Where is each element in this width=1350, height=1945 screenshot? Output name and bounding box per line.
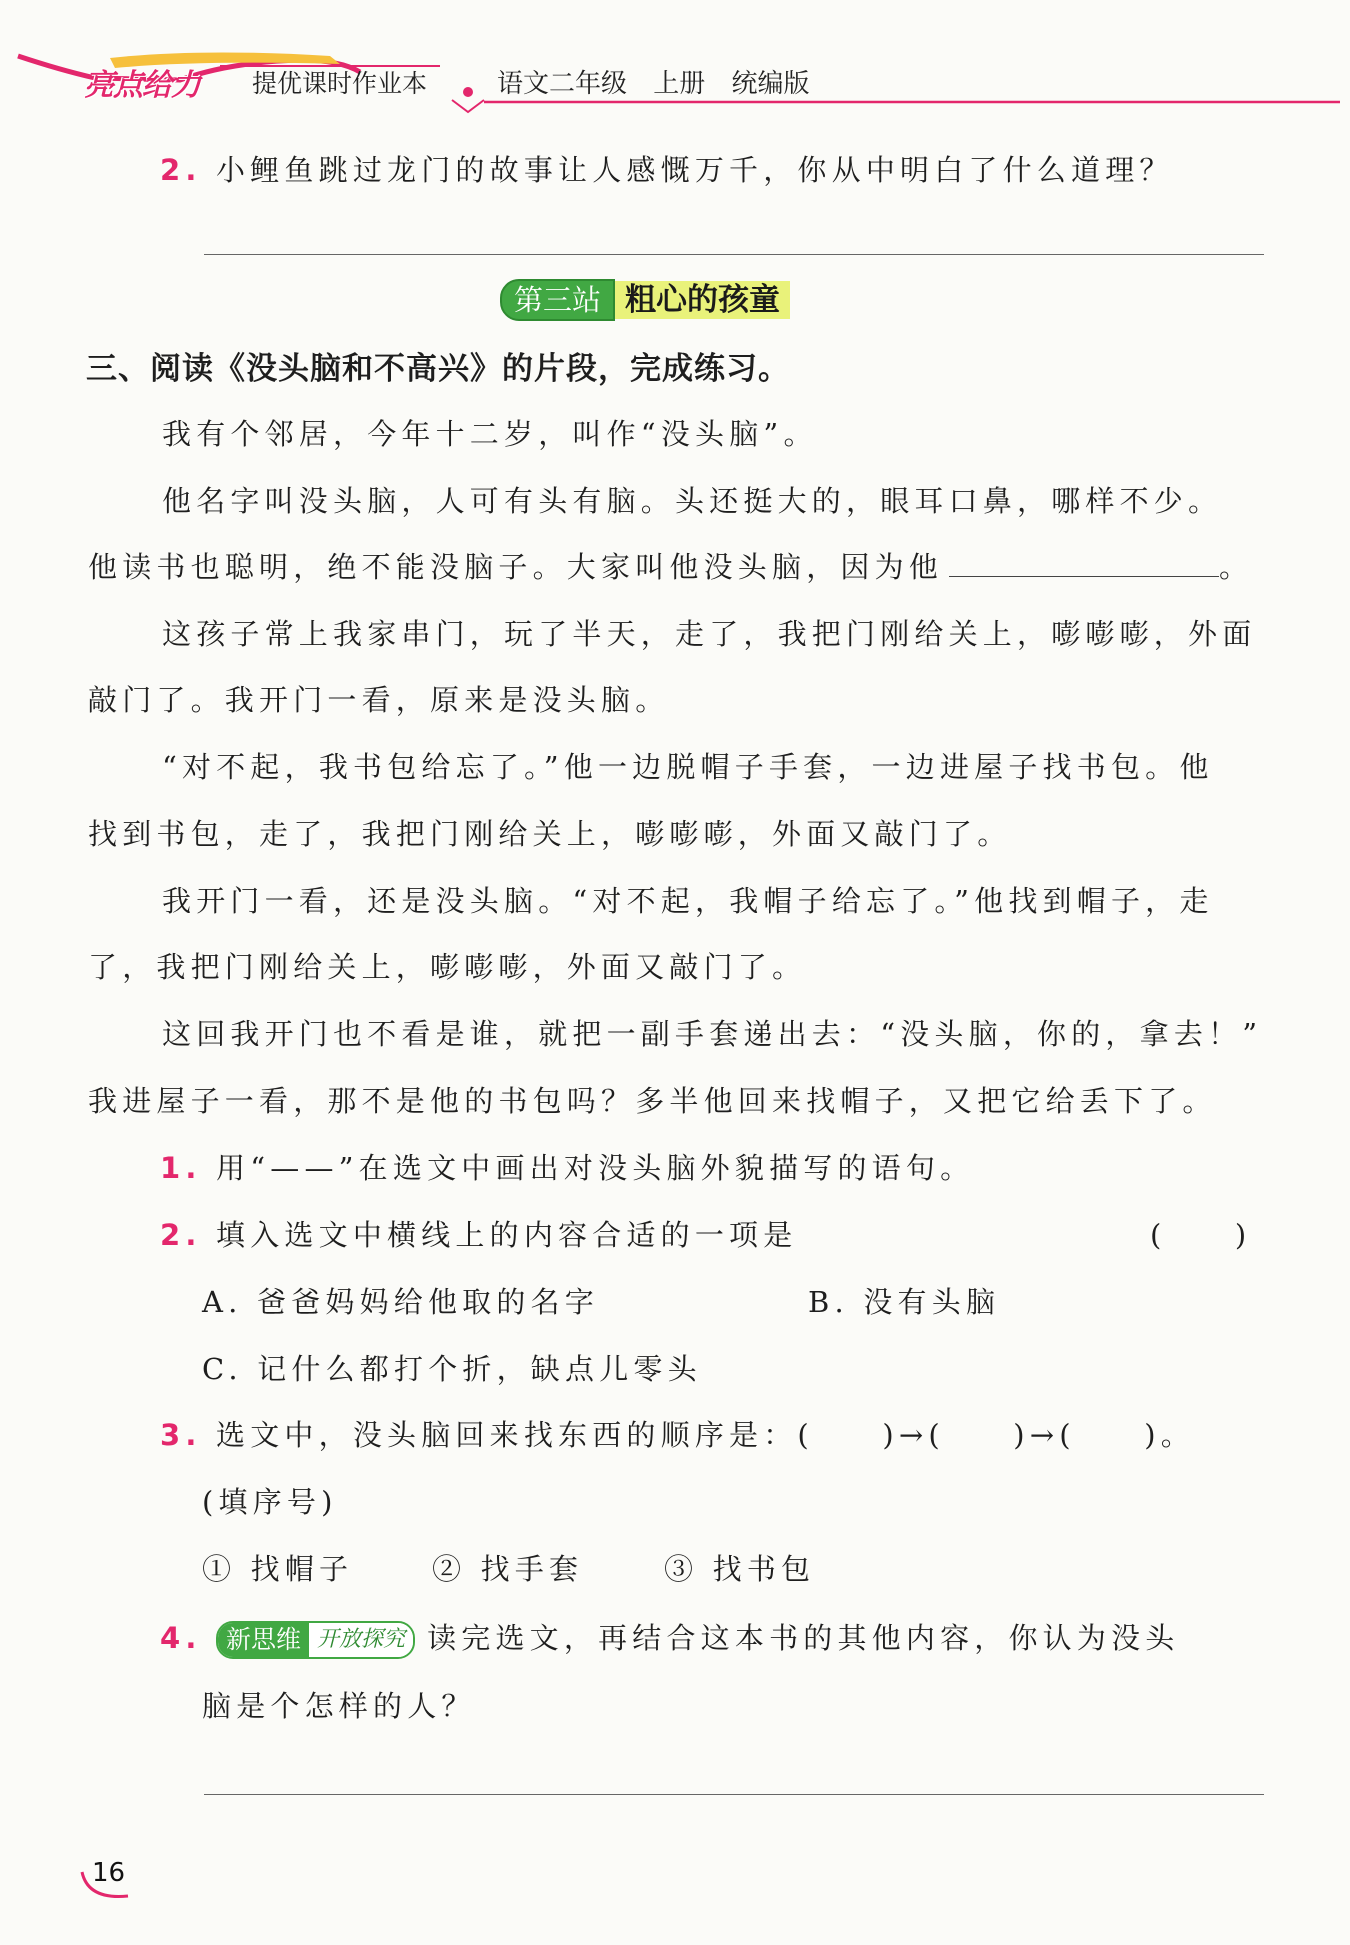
passage-line: 我开门一看，还是没头脑。“对不起，我帽子给忘了。”他找到帽子，走	[162, 884, 1214, 918]
order-option-1: ① 找帽子	[202, 1552, 354, 1586]
order-option-3: ③ 找书包	[664, 1552, 816, 1586]
passage-text: 。	[1219, 550, 1254, 584]
station-label: 第三站	[500, 279, 615, 321]
answer-line[interactable]	[204, 1794, 1264, 1795]
passage-line: 我进屋子一看，那不是他的书包吗？多半他回来找帽子，又把它给丢下了。	[88, 1084, 1217, 1118]
passage-line: 了，我把门刚给关上，嘭嘭嘭，外面又敲门了。	[88, 950, 807, 984]
answer-line[interactable]	[204, 254, 1264, 255]
question-number: 3.	[160, 1418, 202, 1452]
badge-sublabel: 开放探究	[309, 1623, 413, 1657]
page-header	[0, 0, 1350, 120]
passage-line: 这回我开门也不看是谁，就把一副手套递出去：“没头脑，你的，拿去！”	[162, 1017, 1263, 1051]
series-title: 提优课时作业本	[252, 69, 428, 98]
passage-line: 他名字叫没头脑，人可有头有脑。头还挺大的，眼耳口鼻，哪样不少。	[162, 484, 1223, 518]
question-3	[160, 1413, 1195, 1454]
passage-line: 我有个邻居，今年十二岁，叫作“没头脑”。	[162, 417, 818, 451]
question-2	[160, 1213, 797, 1254]
option-a[interactable]: A. 爸爸妈妈给他取的名字	[202, 1285, 599, 1319]
question-note: (填序号)	[202, 1485, 338, 1519]
station-title: 粗心的孩童	[615, 281, 790, 319]
question-1	[160, 1146, 974, 1187]
brand-logo-text: 亮点给力	[84, 68, 200, 103]
answer-paren[interactable]: ( )	[1150, 1218, 1252, 1252]
top-question	[160, 148, 1174, 189]
question-text: 选文中，没头脑回来找东西的顺序是：( )→( )→( )。	[216, 1418, 1195, 1452]
question-number: 2.	[160, 1218, 202, 1252]
order-option-2: ② 找手套	[432, 1552, 584, 1586]
question-number: 2.	[160, 153, 202, 187]
passage-line: 敲门了。我开门一看，原来是没头脑。	[88, 683, 670, 717]
option-c[interactable]: C. 记什么都打个折，缺点儿零头	[202, 1352, 702, 1386]
fill-blank[interactable]	[949, 556, 1219, 577]
passage-line: 找到书包，走了，我把门刚给关上，嘭嘭嘭，外面又敲门了。	[88, 817, 1012, 851]
section-title: 三、阅读《没头脑和不高兴》的片段，完成练习。	[86, 351, 790, 387]
new-thinking-badge	[216, 1621, 415, 1659]
passage-line: 这孩子常上我家串门，玩了半天，走了，我把门刚给关上，嘭嘭嘭，外面	[162, 617, 1257, 651]
grade-info: 语文二年级 上册 统编版	[497, 69, 810, 99]
passage-text: 他读书也聪明，绝不能没脑子。大家叫他没头脑，因为他	[88, 550, 944, 584]
question-text: 脑是个怎样的人？	[202, 1689, 476, 1723]
option-b[interactable]: B. 没有头脑	[808, 1285, 1001, 1319]
question-4	[160, 1616, 1179, 1659]
badge-label: 新思维	[218, 1623, 309, 1657]
question-text: 用“——”在选文中画出对没头脑外貌描写的语句。	[216, 1151, 975, 1185]
question-text: 读完选文，再结合这本书的其他内容，你认为没头	[427, 1621, 1180, 1655]
header-decoration	[0, 0, 1350, 120]
passage-line: “对不起，我书包给忘了。”他一边脱帽子手套，一边进屋子找书包。他	[162, 750, 1214, 784]
passage-line	[88, 545, 1253, 586]
page-number: 16	[92, 1858, 126, 1888]
station-banner	[500, 280, 790, 320]
question-number: 1.	[160, 1151, 202, 1185]
question-number: 4.	[160, 1621, 202, 1655]
question-text: 小鲤鱼跳过龙门的故事让人感慨万千，你从中明白了什么道理？	[216, 153, 1174, 187]
question-text: 填入选文中横线上的内容合适的一项是	[216, 1218, 798, 1252]
